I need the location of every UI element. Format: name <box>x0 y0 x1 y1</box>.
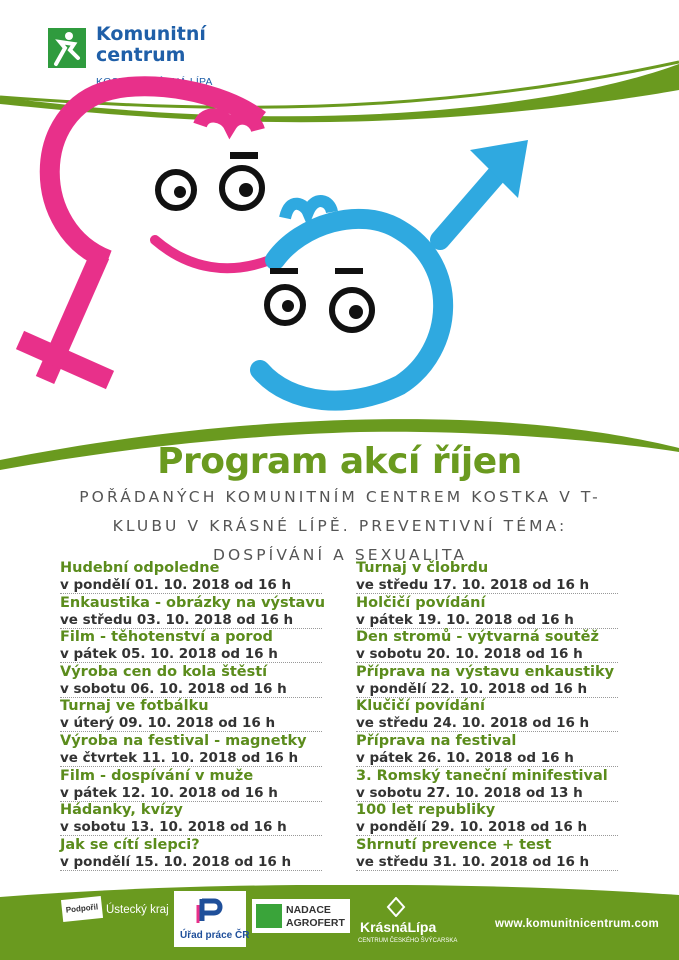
page-title: Program akcí říjen <box>157 441 522 482</box>
ustecky-kraj-logo <box>62 898 169 926</box>
event-item <box>356 768 626 803</box>
krasna-lipa-sub: CENTRUM ČESKÉHO ŠVÝCARSKA <box>358 938 458 944</box>
event-item <box>60 595 330 630</box>
event-date: ve středu 03. 10. 2018 od 16 h <box>60 611 294 628</box>
event-title: Výroba cen do kola štěstí <box>60 663 268 680</box>
event-title: Den stromů - výtvarná soutěž <box>356 629 599 646</box>
female-symbol <box>20 86 260 380</box>
event-title: Film - těhotenství a porod <box>60 629 273 646</box>
website-link[interactable]: www.komunitnicentrum.com <box>495 918 659 930</box>
event-item <box>356 595 626 630</box>
event-date: v pondělí 22. 10. 2018 od 16 h <box>356 680 588 697</box>
event-item <box>60 768 330 803</box>
event-title: Holčičí povídání <box>356 594 486 611</box>
event-date: v sobotu 06. 10. 2018 od 16 h <box>60 680 287 697</box>
event-title: Klučičí povídání <box>356 698 485 715</box>
event-title: 3. Romský taneční minifestival <box>356 767 608 784</box>
event-date: v sobotu 13. 10. 2018 od 16 h <box>60 819 287 836</box>
event-title: Jak se cítí slepci? <box>60 836 200 853</box>
event-title: Výroba na festival - magnetky <box>60 732 307 749</box>
logo-name: Komunitní centrum <box>96 23 206 66</box>
event-title: Enkaustika - obrázky na výstavu <box>60 594 326 611</box>
event-title: Hádanky, kvízy <box>60 802 183 819</box>
event-item <box>356 837 626 872</box>
event-date: v pátek 26. 10. 2018 od 16 h <box>356 749 574 766</box>
boy-eyes <box>267 268 372 330</box>
event-divider <box>356 870 618 871</box>
event-date: v sobotu 20. 10. 2018 od 16 h <box>356 646 583 663</box>
girl-hair <box>200 116 258 130</box>
event-title: Turnaj ve fotbálku <box>60 698 209 715</box>
event-divider <box>60 870 322 871</box>
event-date: v úterý 09. 10. 2018 od 16 h <box>60 715 276 732</box>
event-title: Příprava na výstavu enkaustiky <box>356 663 615 680</box>
event-title: Shrnutí prevence + test <box>356 836 552 853</box>
event-title: Příprava na festival <box>356 732 517 749</box>
nadace-agrofert-line1: NADACE <box>286 904 331 916</box>
girl-mouth <box>155 240 270 268</box>
event-item <box>60 837 330 872</box>
nadace-agrofert-logo <box>252 899 350 933</box>
event-title: Film - dospívání v muže <box>60 767 254 784</box>
event-date: v pátek 12. 10. 2018 od 16 h <box>60 784 278 801</box>
event-item <box>356 629 626 664</box>
event-item <box>60 560 330 595</box>
page-subtitle: POŘÁDANÝCH KOMUNITNÍM CENTREM KOSTKA V T-KLUBU V KRÁSNÉ LÍPĚ. PREVENTIVNÍ TÉMA: DOSPÍVÁNÍ A SEXUALITA <box>79 488 601 564</box>
krasna-lipa-label: KrásnáLípa <box>360 919 437 935</box>
event-date: v pátek 05. 10. 2018 od 16 h <box>60 646 278 663</box>
event-date: v pondělí 15. 10. 2018 od 16 h <box>60 853 292 870</box>
event-item <box>60 733 330 768</box>
event-date: ve středu 24. 10. 2018 od 16 h <box>356 715 590 732</box>
logo-subtitle: KOSTKA KRÁSNÁ LÍPA <box>96 76 213 88</box>
nadace-agrofert-line2: AGROFERT <box>286 917 345 929</box>
event-title: Turnaj v člobrdu <box>356 560 489 576</box>
event-title: Hudební odpoledne <box>60 560 220 576</box>
krasna-lipa-logo <box>356 897 456 953</box>
event-date: ve čtvrtek 11. 10. 2018 od 16 h <box>60 749 299 766</box>
events-left-column <box>60 560 330 871</box>
event-date: ve středu 17. 10. 2018 od 16 h <box>356 577 590 593</box>
event-date: v pátek 19. 10. 2018 od 16 h <box>356 611 574 628</box>
ustecky-kraj-label: Ústecký kraj <box>106 904 169 916</box>
event-date: v sobotu 27. 10. 2018 od 13 h <box>356 784 583 801</box>
event-item <box>356 664 626 699</box>
event-item <box>356 802 626 837</box>
events-right-column <box>356 560 626 871</box>
event-item <box>356 733 626 768</box>
event-date: ve středu 31. 10. 2018 od 16 h <box>356 853 590 870</box>
event-item <box>60 664 330 699</box>
ustecky-kraj-badge: Podpořil <box>61 896 103 922</box>
event-item <box>60 802 330 837</box>
urad-prace-logo <box>174 891 250 947</box>
event-date: v pondělí 01. 10. 2018 od 16 h <box>60 577 292 593</box>
event-item <box>356 560 626 595</box>
girl-eyes <box>158 152 262 208</box>
event-title: 100 let republiky <box>356 802 496 819</box>
event-item <box>356 698 626 733</box>
event-item <box>60 698 330 733</box>
event-date: v pondělí 29. 10. 2018 od 16 h <box>356 819 588 836</box>
urad-prace-label: Úřad práce ČR <box>180 930 250 941</box>
krasna-lipa-mark <box>386 897 406 917</box>
urad-prace-mark <box>174 891 246 931</box>
event-item <box>60 629 330 664</box>
nadace-agrofert-mark <box>256 904 282 928</box>
